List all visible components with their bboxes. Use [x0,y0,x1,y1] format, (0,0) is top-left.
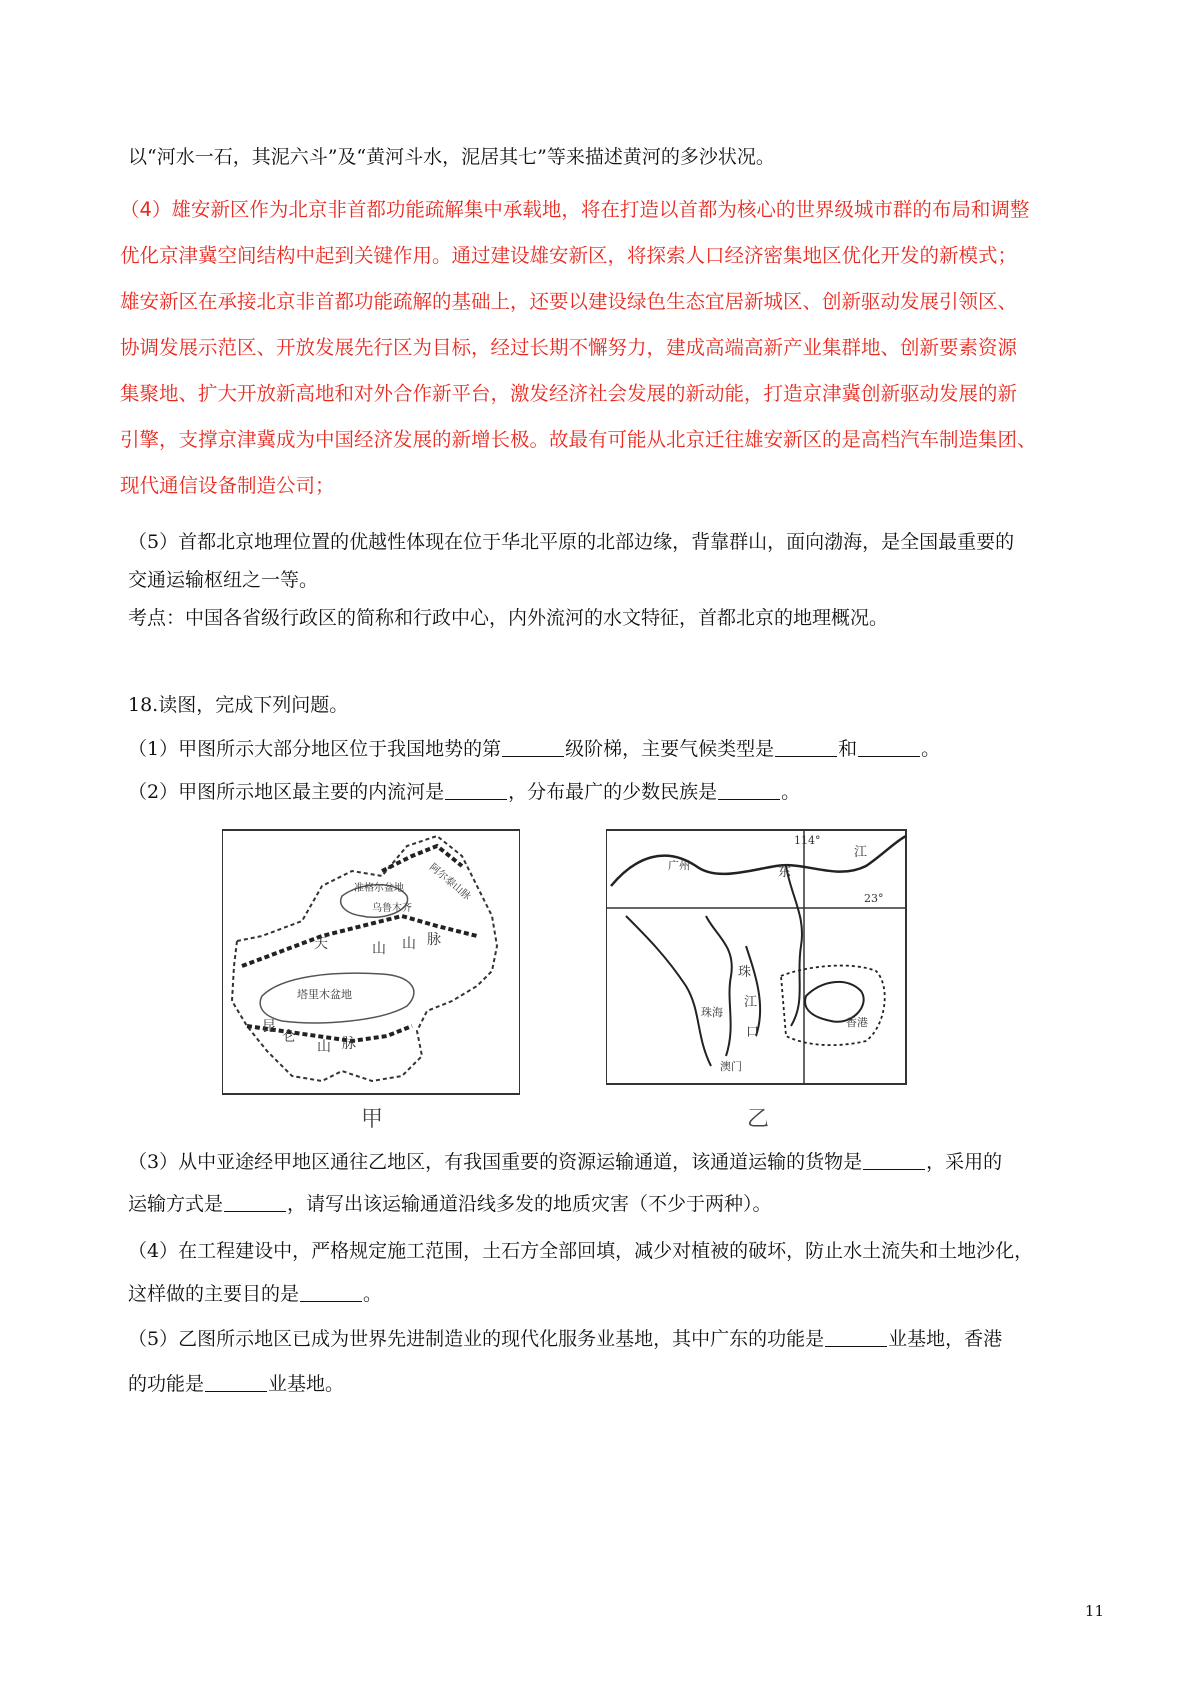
q18-2-text-a: （2）甲图所示地区最主要的内流河是 [128,781,445,803]
question-18-1 [128,735,940,763]
question-18-4-line1: （4）在工程建设中，严格规定施工范围，土石方全部回填，减少对植被的破坏，防止水土流失和土地沙化， [128,1240,1034,1262]
question-18-2 [128,778,800,806]
q18-2-text-c: 。 [781,781,801,803]
answer-blank [502,738,564,757]
map-jia [222,826,520,1146]
q18-1-text-a: （1）甲图所示大部分地区位于我国地势的第 [128,738,502,760]
map-label: 山 [402,936,416,952]
answer-4-line: 优化京津冀空间结构中起到关键作用。通过建设雄安新区，将探索人口经济密集地区优化开发的新模式； [120,244,1018,267]
map-label: 江 [854,845,868,860]
map-label: 山 [372,941,386,957]
answer-blank [445,781,507,800]
answer-5-line2: 交通运输枢纽之一等。 [128,569,319,591]
q18-5-text-b: 业基地，香港 [888,1328,1003,1350]
q18-5-text-c: 的功能是 [128,1373,205,1395]
map-label: 澳门 [720,1060,742,1073]
map-label: 广州 [668,859,690,872]
map-label: 口 [746,1025,760,1040]
answer-blank [863,1151,925,1170]
map-label: 天 [314,936,328,952]
map-label: 乌鲁木齐 [372,903,412,914]
answer-4-line: 引擎，支撑京津冀成为中国经济发展的新增长极。故最有可能从北京迁往雄安新区的是高档汽车制造集团、 [120,428,1037,451]
map-label: 塔里木盆地 [297,988,352,1001]
answer-blank [300,1283,362,1302]
map-label: 脉 [427,932,441,948]
answer-4-line: 雄安新区在承接北京非首都功能疏解的基础上，还要以建设绿色生态宜居新城区、创新驱动发展引领区、 [120,290,1018,313]
map-label: 114° [794,834,821,847]
map-yi [606,826,912,1146]
answer-4-line: 现代通信设备制造公司； [120,474,335,497]
answer-5-line1: （5）首都北京地理位置的优越性体现在位于华北平原的北部边缘，背靠群山，面向渤海，是全国最重要的 [128,531,1015,553]
map-label: 山 [317,1039,331,1055]
map-label: 昆 [262,1019,276,1035]
answer-blank [775,738,837,757]
question-18-4-line2 [128,1280,382,1308]
answer-blank [205,1373,267,1392]
q18-3-text-a: （3）从中亚途经甲地区通往乙地区，有我国重要的资源运输通道，该通道运输的货物是 [128,1151,863,1173]
q18-5-text-d: 业基地。 [268,1373,345,1395]
q18-4-text-b: 这样做的主要目的是 [128,1283,300,1305]
answer-4-line: 集聚地、扩大开放新高地和对外合作新平台，激发经济社会发展的新动能，打造京津冀创新驱动发展的新 [120,382,1018,405]
question-18-5-line1 [128,1325,1002,1353]
answer-blank [825,1328,887,1347]
answer-4-line: 协调发展示范区、开放发展先行区为目标，经过长期不懈努力，建成高端高新产业集群地、创新要素资源 [120,336,1018,359]
map-label: 脉 [342,1036,356,1052]
map-label: 江 [744,995,758,1010]
map-label: 23° [864,892,884,905]
q18-1-text-b: 级阶梯，主要气候类型是 [565,738,775,760]
map-jia-caption: 甲 [360,1107,384,1132]
question-18-5-line2 [128,1370,344,1398]
map-label: 珠海 [701,1006,723,1019]
answer-blank [224,1193,286,1212]
text-line-1: 以“河水一石，其泥六斗”及“黄河斗水，泥居其七”等来描述黄河的多沙状况。 [128,146,775,168]
answer-4-line: （4）雄安新区作为北京非首都功能疏解集中承载地，将在打造以首都为核心的世界级城市群的布局和调整 [120,198,1030,221]
q18-5-text-a: （5）乙图所示地区已成为世界先进制造业的现代化服务业基地，其中广东的功能是 [128,1328,825,1350]
q18-2-text-b: ，分布最广的少数民族是 [508,781,718,803]
map-label: 仑 [282,1029,296,1045]
question-18-title: 18.读图，完成下列问题。 [128,694,349,716]
q18-3-text-b: ，采用的 [926,1151,1003,1173]
map-yi-caption: 乙 [746,1107,770,1132]
kaodian-line: 考点：中国各省级行政区的简称和行政中心，内外流河的水文特征，首都北京的地理概况。 [128,607,889,629]
q18-1-text-d: 。 [921,738,941,760]
q18-3-text-c: 运输方式是 [128,1193,224,1215]
question-18-3-line1 [128,1148,1002,1176]
question-18-3-line2 [128,1190,772,1218]
map-label: 东 [778,865,792,880]
map-label: 准格尔盆地 [354,883,404,894]
q18-4-text-c: 。 [363,1283,383,1305]
map-label: 珠 [738,965,752,980]
map-label: 阿尔泰山脉 [427,861,473,903]
page-number: 11 [1084,1602,1104,1620]
q18-3-text-d: ，请写出该运输通道沿线多发的地质灾害（不少于两种）。 [287,1193,772,1215]
answer-blank [858,738,920,757]
q18-1-text-c: 和 [838,738,858,760]
answer-blank [718,781,780,800]
map-label: 香港 [846,1016,868,1029]
